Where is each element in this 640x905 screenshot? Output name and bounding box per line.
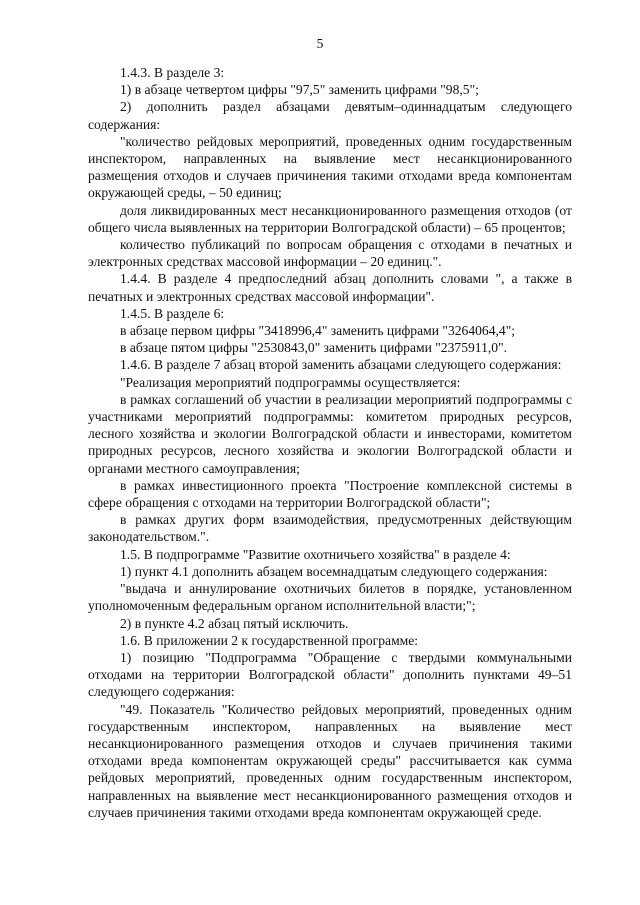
paragraph: в абзаце первом цифры "3418996,4" заменить цифрами "3264064,4";	[120, 323, 516, 339]
paragraph: 2) в пункте 4.2 абзац пятый исключить.	[120, 615, 349, 631]
paragraph: "Реализация мероприятий подпрограммы осуществляется:	[120, 374, 461, 390]
paragraph: 1) позицию "Подпрограмма "Обращение с твердыми коммунальными отходами на территории Волгоградской области" дополнить пунктами 49–51 следующего содержания:	[88, 649, 572, 700]
paragraph: в абзаце пятом цифры "2530843,0" заменить цифрами "2375911,0".	[120, 340, 508, 356]
paragraph: 1.4.3. В разделе 3:	[120, 65, 225, 80]
paragraph: доля ликвидированных мест несанкционированного размещения отходов (от общего числа выявленных на территории Волгоградской области) – 65 процентов;	[88, 202, 572, 235]
paragraph: в рамках соглашений об участии в реализации мероприятий подпрограммы с участниками мероприятий подпрограммы: комитетом природных ресурсов, лесного хозяйства и экологии Волгоградской области и инвесторами, комитетом природных ресурсов, лесного хозяйства и экологии Волгоградской области и органами местного самоуправления;	[88, 391, 572, 476]
page-number: 5	[316, 36, 324, 51]
paragraph: 1) пункт 4.1 дополнить абзацем восемнадцатым следующего содержания:	[120, 563, 548, 579]
paragraph: "количество рейдовых мероприятий, проведенных одним государственным инспектором, направленных на выявление мест несанкционированного размещения отходов и случаев причинения такими отходами вреда компонентам окружающей среды, – 50 единиц;	[88, 133, 572, 201]
paragraph: 2) дополнить раздел абзацами девятым–одиннадцатым следующего содержания:	[88, 99, 572, 132]
paragraph: количество публикаций по вопросам обращения с отходами в печатных и электронных средствах массовой информации – 20 единиц.".	[88, 237, 572, 270]
paragraph: 1.4.6. В разделе 7 абзац второй заменить абзацами следующего содержания:	[120, 357, 562, 373]
paragraph: "выдача и аннулирование охотничьих билетов в порядке, установленном уполномоченным федеральным органом исполнительной власти;";	[88, 581, 572, 614]
paragraph: 1.6. В приложении 2 к государственной программе:	[120, 632, 419, 648]
paragraph: в рамках инвестиционного проекта "Построение комплексной системы в сфере обращения с отходами на территории Волгоградской области";	[88, 477, 572, 511]
paragraph: 1) в абзаце четвертом цифры "97,5" заменить цифрами "98,5";	[120, 82, 479, 98]
paragraph: в рамках других форм взаимодействия, предусмотренных действующим законодательством.".	[88, 512, 572, 545]
paragraph: 1.5. В подпрограмме "Развитие охотничьего хозяйства" в разделе 4:	[120, 546, 511, 562]
document-body	[88, 64, 572, 821]
paragraph: "49. Показатель "Количество рейдовых мероприятий, проведенных одним государственным инспектором, направленных на выявление мест несанкционированного размещения отходов и случаев причинения такими отходами вреда компонентам окружающей среды" рассчитывается как сумма рейдовых мероприятий, проведенных одним государственным инспектором, направленных на выявление мест несанкционированного размещения отходов и случаев причинения такими отходами вреда компонентам окружающей среде.	[88, 701, 572, 820]
paragraph: 1.4.5. В разделе 6:	[120, 305, 225, 321]
paragraph: 1.4.4. В разделе 4 предпоследний абзац дополнить словами ", а также в печатных и электронных средствах массовой информации".	[88, 271, 572, 304]
